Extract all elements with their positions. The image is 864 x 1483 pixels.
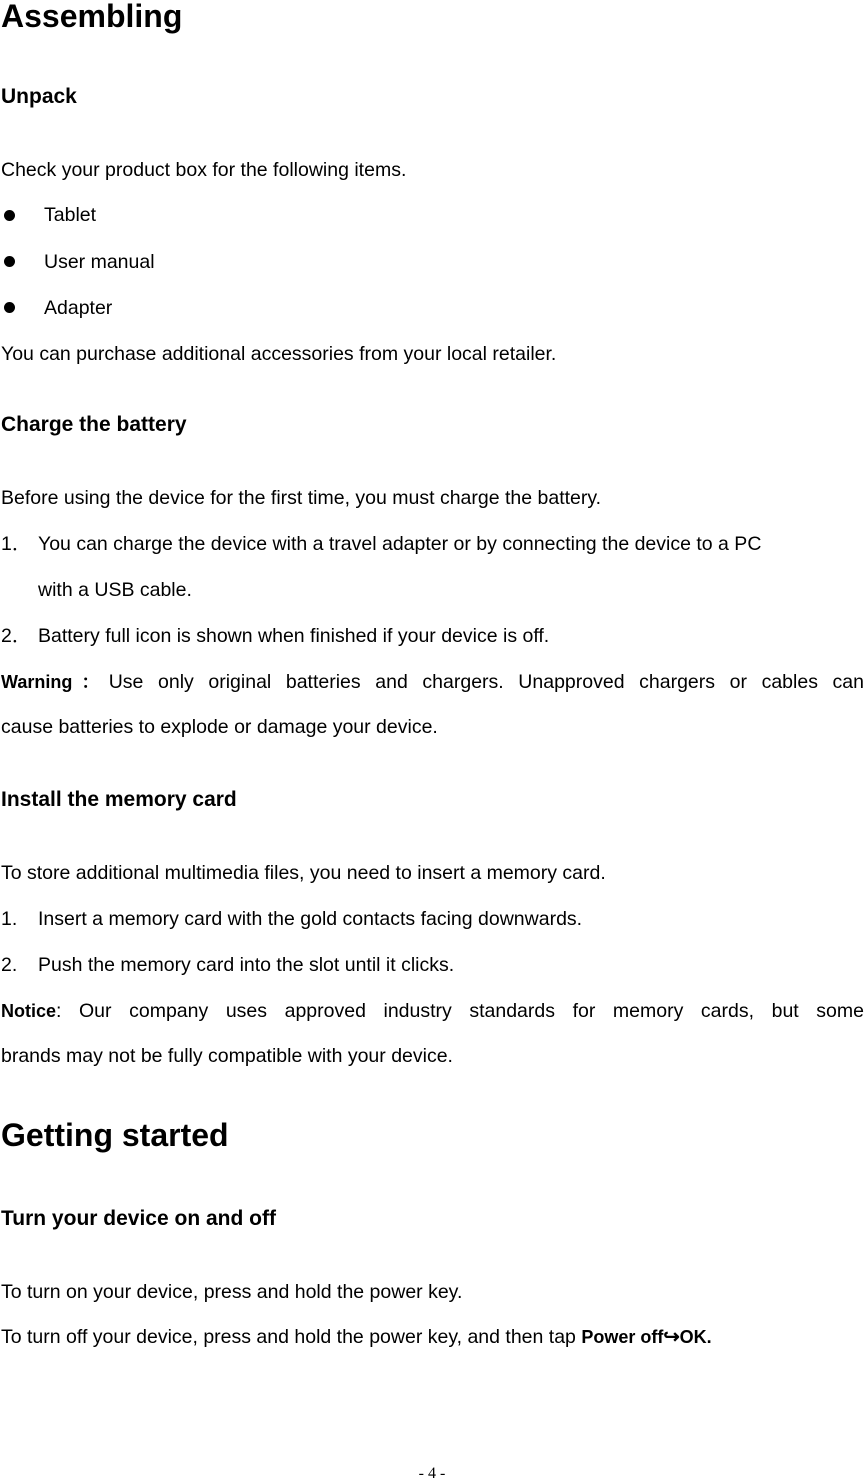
list-item: Tablet: [44, 204, 97, 226]
power-off-instruction: [1, 1326, 712, 1348]
arrow-icon: ↪: [663, 1326, 680, 1348]
section-title-assembling: Assembling: [1, 0, 183, 34]
warning-line-2: cause batteries to explode or damage your device.: [1, 716, 438, 738]
power-off-text: To turn off your device, press and hold the power key, and then tap: [1, 1326, 582, 1348]
notice-label: Notice: [1, 1001, 57, 1021]
step-text-continued: with a USB cable.: [38, 579, 192, 601]
heading-memory-card: Install the memory card: [1, 788, 237, 811]
charge-intro: Before using the device for the first time, you must charge the battery.: [1, 487, 602, 509]
notice-line-1: [1, 1000, 864, 1022]
unpack-outro: You can purchase additional accessories from your local retailer.: [1, 343, 557, 365]
step-number: 2．: [1, 625, 32, 647]
power-off-label: Power off: [581, 1327, 664, 1347]
warning-line-1: [1, 671, 864, 693]
heading-charge-battery: Charge the battery: [1, 413, 187, 436]
section-title-getting-started: Getting started: [1, 1117, 229, 1153]
step-text: Battery full icon is shown when finished if your device is off.: [38, 625, 550, 647]
bullet-icon: [4, 302, 15, 313]
warning-text: Use only original batteries and chargers. Unapproved chargers or cables can: [108, 671, 864, 693]
list-item: Adapter: [44, 297, 113, 319]
step-text: Insert a memory card with the gold contacts facing downwards.: [38, 908, 583, 930]
unpack-intro: Check your product box for the following items.: [1, 159, 407, 181]
notice-text: : Our company uses approved industry standards for memory cards, but some: [56, 1000, 864, 1022]
heading-unpack: Unpack: [1, 85, 77, 108]
step-number: 1．: [1, 533, 32, 555]
step-number: 2.: [1, 954, 18, 976]
power-on-instruction: To turn on your device, press and hold the power key.: [1, 1281, 463, 1303]
page-number: - 4 -: [418, 1465, 446, 1482]
memory-intro: To store additional multimedia files, you need to insert a memory card.: [1, 862, 606, 884]
heading-turn-on-off: Turn your device on and off: [1, 1207, 276, 1230]
ok-label: OK.: [679, 1327, 712, 1347]
list-item: User manual: [44, 251, 155, 273]
bullet-icon: [4, 210, 15, 221]
bullet-icon: [4, 256, 15, 267]
step-text: Push the memory card into the slot until it clicks.: [38, 954, 455, 976]
notice-line-2: brands may not be fully compatible with your device.: [1, 1045, 453, 1067]
step-number: 1.: [1, 908, 18, 930]
warning-label: Warning：: [1, 672, 109, 692]
step-text: You can charge the device with a travel adapter or by connecting the device to a PC: [38, 533, 762, 555]
